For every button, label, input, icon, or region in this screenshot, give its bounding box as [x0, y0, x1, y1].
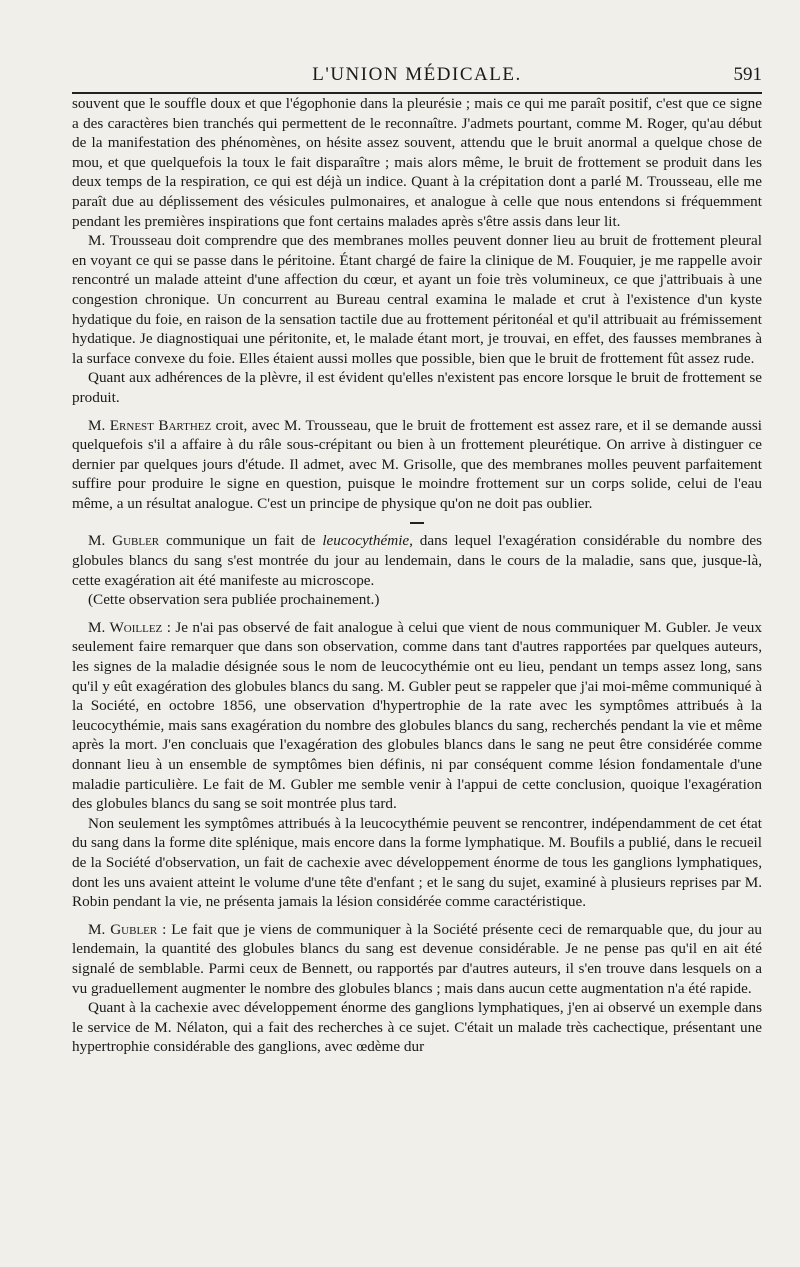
- paragraph: souvent que le souffle doux et que l'égophonie dans la pleurésie ; mais ce qui me paraît positif, c'est que ce signe a des caractères bien tranchés qui permettent de le reconnaître. J'admets pourtant, comme M. Roger, qu'au début de la manifestation des phénomènes, on hésite assez souvent, attendu que le bruit anormal a quelque chose de mou, et que quelquefois la toux le fait disparaître ; mais alors même, le bruit de frottement se produit dans les deux temps de la respiration, ce qui est déjà un indice. Quant à la crépitation dont a parlé M. Trousseau, elle me paraît due au déplissement des vésicules pulmonaires, et analogue à celle que nous entendons si fréquemment pendant les premières inspirations que font certains malades après s'être assis dans leur lit.: [72, 95, 762, 230]
- paragraph-text: dans lequel l'exagération considérable du nombre des globules blancs du sang s'est montrée du jour au lendemain, dans le cours de la maladie, sans que, jusque-là, cette exagération ait été manifeste au microscope.: [72, 532, 763, 589]
- paragraph-text: croit, avec M. Trousseau, que le bruit de frottement est assez rare, et il se demande aussi quelquefois s'il a affaire à du râle sous-crépitant ou bien à un frottement pleurétique. On arrive à distinguer ce dernier par quelques jours d'étude. Il admet, avec M. Grisolle, que des membranes molles peuvent parfaitement suffire pour produire le signe en question, puisque le moindre frottement sur un corps solide, celui de l'eau même, a un résultat analogue. C'est un principe de physique qu'on ne doit pas oublier.: [72, 416, 762, 512]
- paragraph: [72, 920, 762, 998]
- paragraph: Non seulement les symptômes attribués à la leucocythémie peuvent se rencontrer, indépendamment de cet état du sang dans la forme dite splénique, mais encore dans la forme lymphatique. M. Boufils a publié, dans le recueil de la Société d'observation, un fait de cachexie avec développement énorme de tous les ganglions lymphatiques, dont les uns avaient atteint le volume d'une tête d'enfant ; et le sang du sujet, examiné à plusieurs reprises par M. Robin pendant la vie, ne présenta jamais la lésion considérée comme caractéristique.: [72, 814, 762, 911]
- speaker-name: M. Gubler: [88, 532, 160, 550]
- paragraph-text: communique un fait de: [159, 532, 323, 550]
- speaker-name: M. Gubler: [88, 920, 158, 938]
- speaker-name: M. Ernest Barthez: [88, 416, 212, 434]
- paragraph: (Cette observation sera publiée prochainement.): [88, 591, 380, 609]
- paragraph: Quant aux adhérences de la plèvre, il est évident qu'elles n'existent pas encore lorsque le bruit de frottement se produit.: [72, 369, 762, 406]
- italic-term: leucocythémie,: [322, 532, 413, 550]
- journal-title: L'UNION MÉDICALE.: [312, 64, 522, 85]
- page-header: [72, 0, 762, 92]
- section-separator: [72, 513, 762, 531]
- speaker-name: M. Woillez: [88, 618, 163, 636]
- paragraph: M. Trousseau doit comprendre que des membranes molles peuvent donner lieu au bruit de frottement pleural en voyant ce qui se passe dans le péritoine. Étant chargé de faire la clinique de M. Fouquier, je me rappelle avoir rencontré un malade atteint d'une affection du cœur, et ayant un foie très volumineux, ce que j'attribuais à une congestion chronique. Un concurrent au Bureau central examina le malade et crut à l'existence d'un kyste hydatique du foie, en raison de la sensation tactile due au frottement péritonéal et qu'il attribuait au frémissement hydatique. Je diagnostiquai une péritonite, et, le malade étant mort, je trouvai, en effet, des fausses membranes à la surface convexe du foie. Elles étaient aussi molles que possible, bien que le bruit de frottement fût assez rude.: [72, 232, 762, 367]
- paragraph-text: : Le fait que je viens de communiquer à la Société présente ceci de remarquable que, du jour au lendemain, la quantité des globules blancs du sang est devenue considérable. Je ne pense pas qu'il en ait été signalé de semblable. Parmi ceux de Bennett, ou rapportés par d'autres auteurs, il s'en trouve dans lesquels on a vu graduellement augmenter le nombre des globules blancs ; mais dans aucun cette augmentation n'a été rapide.: [72, 920, 762, 997]
- paragraph: [72, 531, 762, 590]
- article-body: [72, 94, 762, 1057]
- page-number: 591: [733, 64, 762, 85]
- paragraph: [72, 416, 762, 514]
- paragraph: [72, 618, 762, 814]
- paragraph-text: : Je n'ai pas observé de fait analogue à celui que vient de nous communiquer M. Gubler. Je veux seulement faire remarquer que dans son observation, comme dans tant d'autres rapportées par quelques auteurs, les signes de la maladie désignée sous le nom de leucocythémie ont eu lieu, pendant un temps assez long, sans qu'il y eût exagération des globules blancs du sang. M. Gubler peut se rappeler que j'ai moi-même communiqué à la Société, en octobre 1856, une observation d'hypertrophie de la rate avec les symptômes attribués à la leucocythémie, mais sans exagération du nombre des globules blancs du sang, recherchés pendant la vie et même après la mort. J'en concluais que l'exagération des globules blancs dans le sang ne peut être considérée comme donnant lieu à un ensemble de symptômes bien définis, ni par conséquent comme lésion fondamentale d'une maladie particulière. Le fait de M. Gubler me semble venir à l'appui de cette conclusion, quoique l'exagération des globules blancs du sang se soit montrée plus tard.: [72, 618, 762, 813]
- paragraph: Quant à la cachexie avec développement énorme des ganglions lymphatiques, j'en ai observé un exemple dans le service de M. Nélaton, qui a fait des recherches à ce sujet. C'était un malade très cachectique, présentant une hypertrophie considérable des ganglions, avec œdème dur: [72, 999, 762, 1056]
